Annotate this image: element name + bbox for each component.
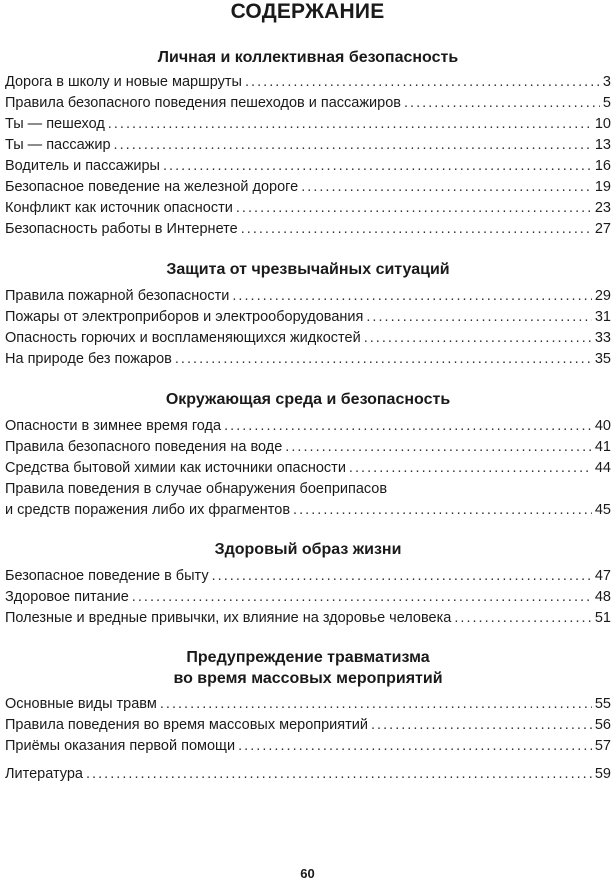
section-heading: Личная и коллективная безопасность	[157, 49, 459, 66]
toc-entry[interactable]	[5, 458, 611, 479]
entry-page: 41	[594, 439, 611, 455]
toc-entry[interactable]	[5, 286, 611, 307]
dot-leader	[366, 307, 592, 328]
entry-title: Ты — пешеход	[5, 116, 105, 132]
section-heading: Окружающая среда и безопасность	[165, 391, 451, 408]
entry-page: 48	[594, 589, 611, 605]
entry-title: Безопасное поведение в быту	[5, 568, 209, 584]
toc-entry[interactable]	[5, 93, 611, 114]
entry-page: 56	[594, 717, 611, 733]
dot-leader	[293, 500, 592, 521]
dot-leader	[132, 587, 592, 608]
dot-leader	[86, 764, 592, 785]
page-number: 60	[300, 866, 315, 881]
entry-title: Основные виды травм	[5, 696, 157, 712]
dot-leader	[160, 694, 592, 715]
entry-title: Средства бытовой химии как источники опасности	[5, 460, 346, 476]
dot-leader	[454, 608, 592, 629]
entry-title: Дорога в школу и новые маршруты	[5, 74, 242, 90]
dot-leader	[224, 416, 592, 437]
dot-leader	[238, 736, 592, 757]
dot-leader	[114, 135, 592, 156]
toc-entry[interactable]	[5, 587, 611, 608]
entry-page: 59	[594, 766, 611, 782]
toc-entry[interactable]	[5, 349, 611, 370]
table-of-contents	[5, 47, 611, 785]
entry-page: 51	[594, 610, 611, 626]
dot-leader	[285, 437, 592, 458]
section-heading: Защита от чрезвычайных ситуаций	[166, 261, 450, 278]
entry-title: Здоровое питание	[5, 589, 129, 605]
dot-leader	[404, 93, 600, 114]
entry-title: Пожары от электроприборов и электрооборудования	[5, 309, 364, 325]
entry-title: Опасности в зимнее время года	[5, 418, 222, 434]
entry-page: 5	[602, 95, 611, 111]
dot-leader	[163, 156, 592, 177]
entry-title: Приёмы оказания первой помощи	[5, 738, 236, 754]
section-heading-line1: Предупреждение травматизма	[186, 649, 430, 666]
dot-leader	[364, 328, 592, 349]
entry-page: 44	[594, 460, 611, 476]
dot-leader	[175, 349, 592, 370]
toc-entry[interactable]	[5, 608, 611, 629]
toc-entry[interactable]	[5, 177, 611, 198]
toc-entry[interactable]	[5, 72, 611, 93]
toc-entry-multiline[interactable]	[5, 479, 611, 521]
entry-page: 3	[602, 74, 611, 90]
toc-section	[5, 647, 611, 757]
entry-page: 27	[594, 221, 611, 237]
dot-leader	[236, 198, 592, 219]
entry-page: 40	[594, 418, 611, 434]
entry-title: Безопасность работы в Интернете	[5, 221, 238, 237]
toc-entry[interactable]	[5, 307, 611, 328]
entry-title: На природе без пожаров	[5, 351, 172, 367]
entry-page: 55	[594, 696, 611, 712]
entry-page: 16	[594, 158, 611, 174]
entry-page: 31	[594, 309, 611, 325]
toc-section	[5, 389, 611, 521]
toc-section	[5, 539, 611, 629]
toc-entry[interactable]	[5, 219, 611, 240]
entry-page: 13	[594, 137, 611, 153]
entry-title: Конфликт как источник опасности	[5, 200, 233, 216]
toc-entry[interactable]	[5, 694, 611, 715]
dot-leader	[245, 72, 600, 93]
toc-entry[interactable]	[5, 114, 611, 135]
toc-entry[interactable]	[5, 198, 611, 219]
entry-page: 47	[594, 568, 611, 584]
dot-leader	[301, 177, 592, 198]
dot-leader	[241, 219, 592, 240]
entry-title: Водитель и пассажиры	[5, 158, 160, 174]
entry-title: Правила поведения во время массовых мероприятий	[5, 717, 368, 733]
entry-title: Правила пожарной безопасности	[5, 288, 230, 304]
dot-leader	[349, 458, 592, 479]
section-heading: Здоровый образ жизни	[214, 541, 402, 558]
entry-page: 10	[594, 116, 611, 132]
entry-title: Полезные и вредные привычки, их влияние на здоровье человека	[5, 610, 452, 626]
toc-entry[interactable]	[5, 715, 611, 736]
entry-page: 57	[594, 738, 611, 754]
toc-entry[interactable]	[5, 328, 611, 349]
entry-page: 35	[594, 351, 611, 367]
toc-entry[interactable]	[5, 437, 611, 458]
section-heading-line2: во время массовых мероприятий	[173, 670, 443, 687]
entry-title: Безопасное поведение на железной дороге	[5, 179, 299, 195]
toc-entry-literature[interactable]	[5, 764, 611, 785]
entry-title-line1: Правила поведения в случае обнаружения боеприпасов	[5, 481, 388, 497]
toc-entry[interactable]	[5, 416, 611, 437]
entry-page: 23	[594, 200, 611, 216]
entry-page: 19	[594, 179, 611, 195]
toc-section	[5, 47, 611, 240]
entry-title: Правила безопасного поведения на воде	[5, 439, 283, 455]
dot-leader	[108, 114, 592, 135]
toc-entry[interactable]	[5, 566, 611, 587]
toc-entry[interactable]	[5, 736, 611, 757]
toc-entry[interactable]	[5, 135, 611, 156]
page-title: СОДЕРЖАНИЕ	[230, 0, 385, 23]
entry-title: Литература	[5, 766, 83, 782]
toc-entry[interactable]	[5, 156, 611, 177]
dot-leader	[212, 566, 592, 587]
entry-title: и средств поражения либо их фрагментов	[5, 502, 291, 518]
entry-title: Правила безопасного поведения пешеходов и пассажиров	[5, 95, 401, 111]
dot-leader	[232, 286, 592, 307]
entry-page: 29	[594, 288, 611, 304]
dot-leader	[371, 715, 592, 736]
toc-section	[5, 259, 611, 370]
entry-page: 33	[594, 330, 611, 346]
entry-title: Ты — пассажир	[5, 137, 111, 153]
entry-page: 45	[594, 502, 611, 518]
entry-title: Опасность горючих и воспламеняющихся жидкостей	[5, 330, 361, 346]
